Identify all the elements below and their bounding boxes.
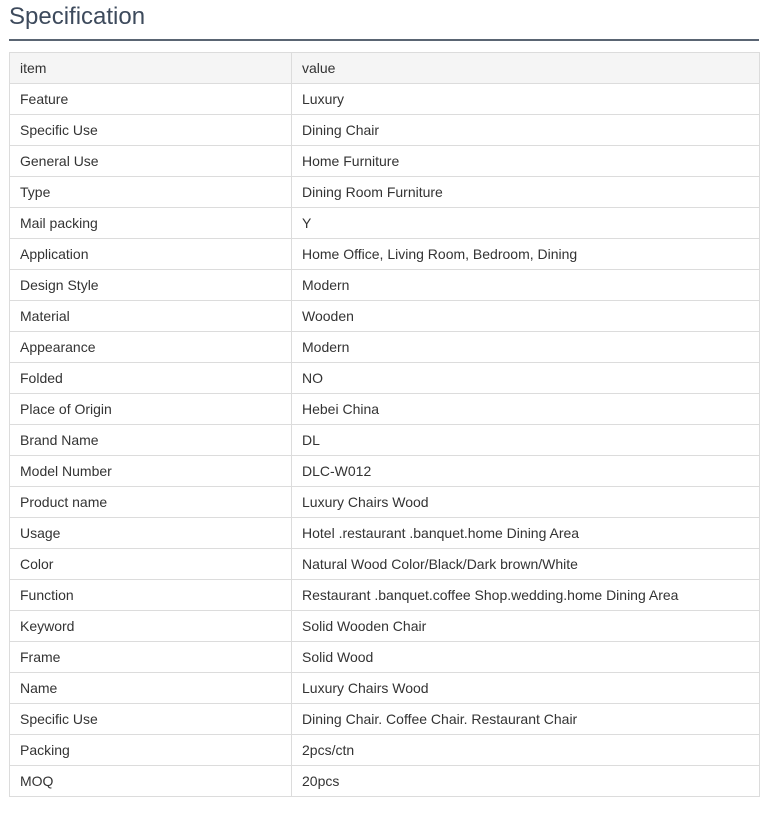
- row-value: Solid Wooden Chair: [292, 611, 760, 642]
- table-row: [10, 580, 760, 611]
- spec-table: [9, 52, 760, 797]
- row-value: Dining Room Furniture: [292, 177, 760, 208]
- column-header-value: value: [292, 53, 760, 84]
- table-row: [10, 363, 760, 394]
- row-value: DLC-W012: [292, 456, 760, 487]
- row-value: 20pcs: [292, 766, 760, 797]
- row-value: Wooden: [292, 301, 760, 332]
- table-row: [10, 487, 760, 518]
- table-row: [10, 704, 760, 735]
- row-item: Specific Use: [10, 704, 292, 735]
- table-row: [10, 239, 760, 270]
- row-item: MOQ: [10, 766, 292, 797]
- row-item: Name: [10, 673, 292, 704]
- table-row: [10, 332, 760, 363]
- table-row: [10, 270, 760, 301]
- table-header-row: [10, 53, 760, 84]
- row-value: Hotel .restaurant .banquet.home Dining Area: [292, 518, 760, 549]
- table-row: [10, 146, 760, 177]
- row-item: Product name: [10, 487, 292, 518]
- row-value: Dining Chair. Coffee Chair. Restaurant Chair: [292, 704, 760, 735]
- row-value: Luxury: [292, 84, 760, 115]
- row-value: Modern: [292, 270, 760, 301]
- row-value: Home Office, Living Room, Bedroom, Dining: [292, 239, 760, 270]
- row-item: Folded: [10, 363, 292, 394]
- row-item: Application: [10, 239, 292, 270]
- row-item: Function: [10, 580, 292, 611]
- table-row: [10, 115, 760, 146]
- row-item: Material: [10, 301, 292, 332]
- row-value: DL: [292, 425, 760, 456]
- row-value: Y: [292, 208, 760, 239]
- row-item: Mail packing: [10, 208, 292, 239]
- row-item: Frame: [10, 642, 292, 673]
- spec-header: [9, 0, 759, 41]
- row-item: Usage: [10, 518, 292, 549]
- row-item: Packing: [10, 735, 292, 766]
- row-value: Luxury Chairs Wood: [292, 487, 760, 518]
- row-value: Home Furniture: [292, 146, 760, 177]
- row-value: Luxury Chairs Wood: [292, 673, 760, 704]
- row-item: Keyword: [10, 611, 292, 642]
- row-item: General Use: [10, 146, 292, 177]
- column-header-item: item: [10, 53, 292, 84]
- row-item: Specific Use: [10, 115, 292, 146]
- row-value: Dining Chair: [292, 115, 760, 146]
- row-value: Hebei China: [292, 394, 760, 425]
- row-value: Natural Wood Color/Black/Dark brown/White: [292, 549, 760, 580]
- row-value: Modern: [292, 332, 760, 363]
- table-row: [10, 177, 760, 208]
- table-row: [10, 84, 760, 115]
- table-row: [10, 208, 760, 239]
- table-row: [10, 301, 760, 332]
- table-row: [10, 394, 760, 425]
- row-item: Color: [10, 549, 292, 580]
- table-row: [10, 518, 760, 549]
- row-item: Model Number: [10, 456, 292, 487]
- row-value: 2pcs/ctn: [292, 735, 760, 766]
- table-row: [10, 735, 760, 766]
- row-value: Solid Wood: [292, 642, 760, 673]
- table-row: [10, 673, 760, 704]
- row-value: NO: [292, 363, 760, 394]
- row-item: Type: [10, 177, 292, 208]
- table-row: [10, 425, 760, 456]
- table-row: [10, 456, 760, 487]
- table-row: [10, 642, 760, 673]
- row-item: Feature: [10, 84, 292, 115]
- table-row: [10, 549, 760, 580]
- row-item: Design Style: [10, 270, 292, 301]
- table-row: [10, 766, 760, 797]
- row-item: Place of Origin: [10, 394, 292, 425]
- row-item: Appearance: [10, 332, 292, 363]
- table-row: [10, 611, 760, 642]
- row-item: Brand Name: [10, 425, 292, 456]
- row-value: Restaurant .banquet.coffee Shop.wedding.home Dining Area: [292, 580, 760, 611]
- page-title: Specification: [9, 3, 146, 30]
